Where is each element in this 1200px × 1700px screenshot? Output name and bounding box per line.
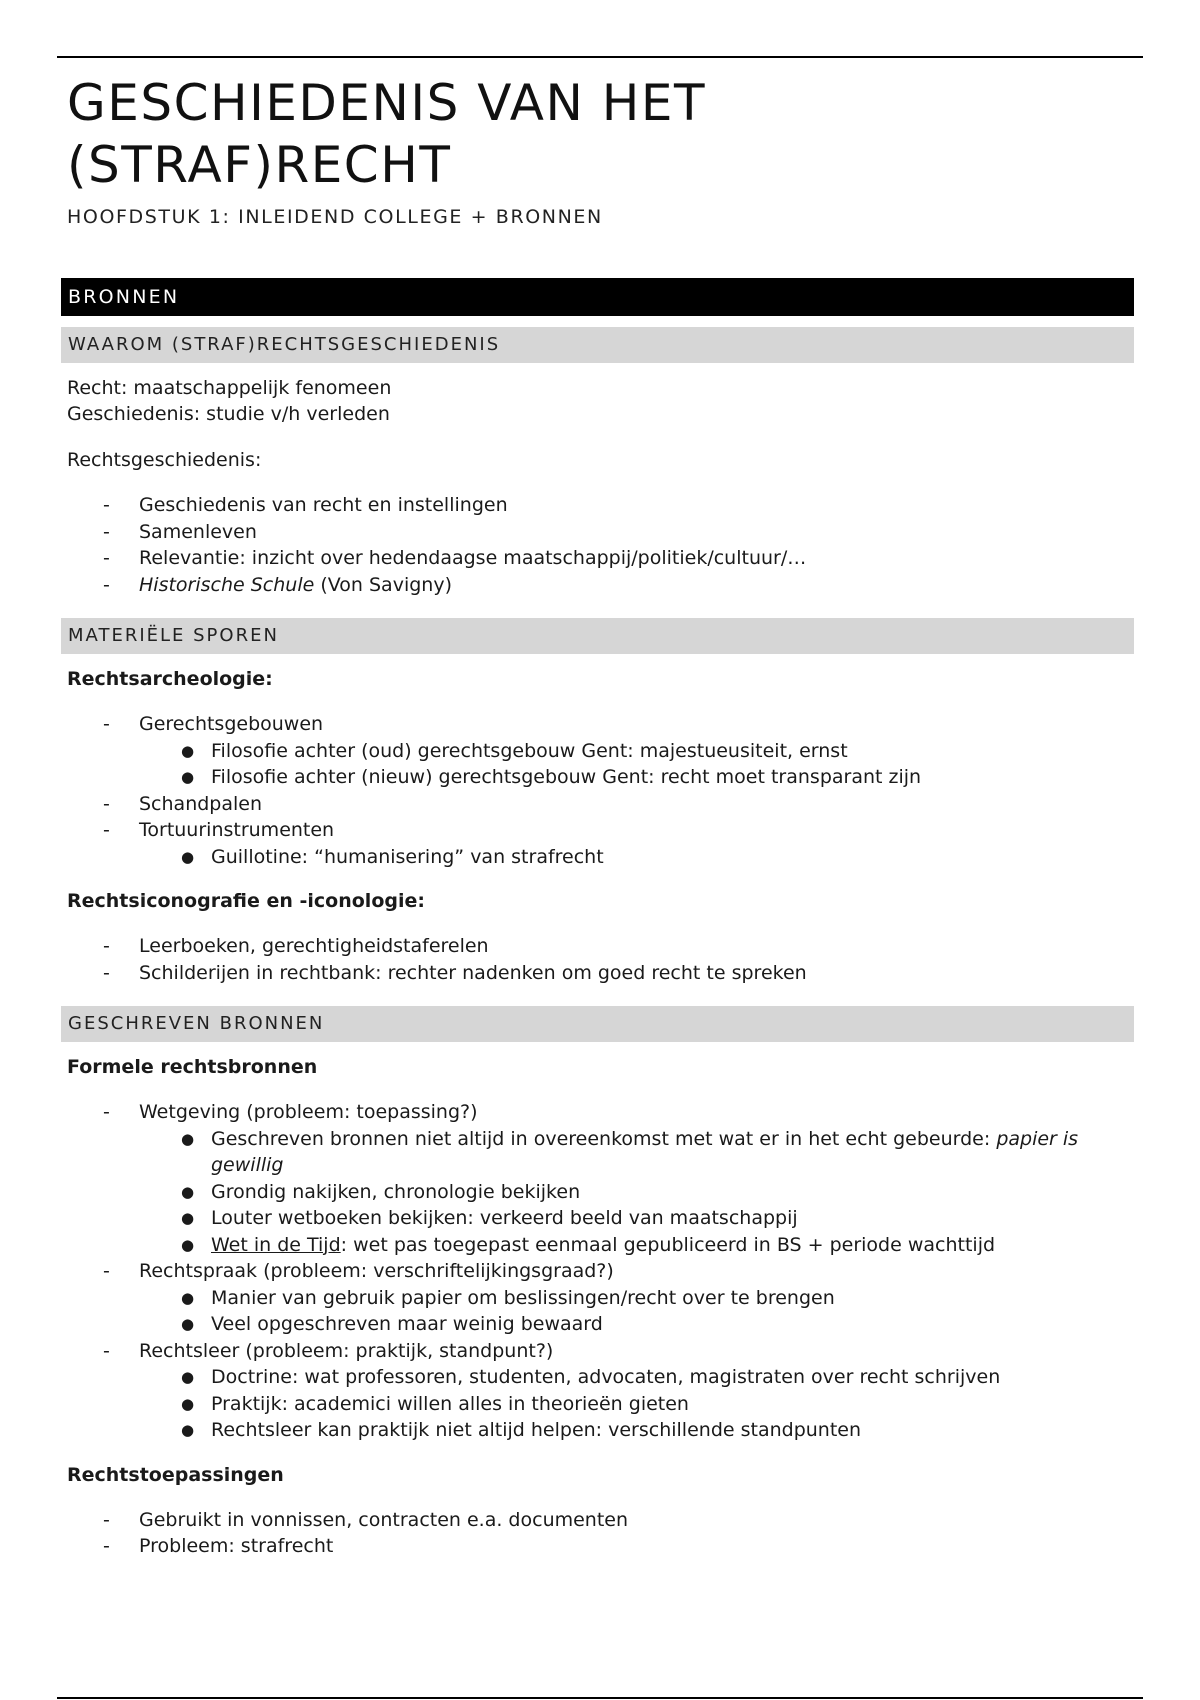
list-item: ● Veel opgeschreven maar weinig bewaard — [181, 1313, 603, 1335]
list-item: ● Manier van gebruik papier om beslissingen/recht over te brengen — [181, 1286, 835, 1309]
list-item: - Schilderijen in rechtbank: rechter nadenken om goed recht te spreken — [103, 961, 807, 984]
list-rechtsarcheologie — [67, 711, 1133, 870]
subheading-materiele-sporen: MATERIËLE SPOREN — [61, 618, 1134, 654]
list-item: - Wetgeving (probleem: toepassing?) ● Geschreven bronnen niet altijd in overeenkomst met wat er in het echt gebeurde: papier is gewillig ● Grondig nakijken, chronologie bekijken ● Louter wetboeken bekijken: verkeerd beeld van maatschappij ● Wet in de Tijd: wet pas toegepast eenmaal gepubliceerd in BS + periode wachttijd — [67, 1099, 1133, 1258]
list-item: - Relevantie: inzicht over hedendaagse maatschappij/politiek/cultuur/… — [103, 547, 807, 569]
sublist-rechtspraak — [139, 1285, 1133, 1338]
list-item: - Gebruikt in vonnissen, contracten e.a. documenten — [103, 1508, 629, 1531]
label-formele-rechtsbronnen: Formele rechtsbronnen — [67, 1056, 318, 1078]
list-item: - Samenleven — [103, 520, 257, 543]
document-subtitle: HOOFDSTUK 1: INLEIDEND COLLEGE + BRONNEN — [67, 206, 603, 228]
top-rule — [57, 56, 1143, 58]
label-rechtsarcheologie: Rechtsarcheologie: — [67, 668, 273, 690]
sublist-tortuur — [139, 844, 1133, 871]
list-item: ● Filosofie achter (nieuw) gerechtsgebouw Gent: recht moet transparant zijn — [181, 766, 922, 788]
list-item: - Historische Schule (Von Savigny) — [103, 573, 452, 596]
list-formele-rechtsbronnen — [67, 1099, 1133, 1444]
list-item: - Leerboeken, gerechtigheidstaferelen — [103, 935, 489, 957]
sublist-rechtsleer — [139, 1364, 1133, 1444]
list-rechtsgeschiedenis — [67, 492, 1133, 598]
list-item: ● Doctrine: wat professoren, studenten, advocaten, magistraten over recht schrijven — [181, 1366, 1001, 1388]
document-title: GESCHIEDENIS VAN HET (STRAF)RECHT — [67, 74, 707, 194]
list-rechtsiconografie — [67, 933, 1133, 986]
bottom-rule — [57, 1697, 1143, 1699]
section-heading-bronnen: BRONNEN — [61, 278, 1134, 316]
paragraph-geschiedenis: Geschiedenis: studie v/h verleden — [67, 403, 390, 425]
list-item: ● Grondig nakijken, chronologie bekijken — [181, 1180, 581, 1203]
list-item: ● Filosofie achter (oud) gerechtsgebouw Gent: majestueusiteit, ernst — [181, 739, 848, 762]
list-item: ● Geschreven bronnen niet altijd in overeenkomst met wat er in het echt gebeurde: papier is gewillig — [181, 1127, 1079, 1176]
list-item: ● Guillotine: “humanisering” van strafrecht — [181, 845, 604, 868]
list-item: - Probleem: strafrecht — [103, 1535, 334, 1557]
document-body — [67, 72, 1133, 1560]
list-item: - Gerechtsgebouwen ● Filosofie achter (oud) gerechtsgebouw Gent: majestueusiteit, ernst ● Filosofie achter (nieuw) gerechtsgebouw Gent: recht moet transparant zijn — [67, 711, 1133, 791]
label-rechtstoepassingen: Rechtstoepassingen — [67, 1463, 284, 1486]
paragraph-rechtsgeschiedenis: Rechtsgeschiedenis: — [67, 449, 262, 471]
list-item: ● Louter wetboeken bekijken: verkeerd beeld van maatschappij — [181, 1207, 798, 1229]
sublist-wetgeving — [139, 1126, 1133, 1259]
list-item: - Rechtspraak (probleem: verschriftelijkingsgraad?) ● Manier van gebruik papier om beslissingen/recht over te brengen ● Veel opgeschreven maar weinig bewaard — [67, 1258, 1133, 1338]
list-item: - Schandpalen — [103, 792, 263, 815]
list-item: ● Praktijk: academici willen alles in theorieën gieten — [181, 1392, 689, 1415]
label-rechtsiconografie: Rechtsiconografie en -iconologie: — [67, 890, 425, 912]
sublist-gerechtsgebouwen — [139, 738, 1133, 791]
list-item: ● Rechtsleer kan praktijk niet altijd helpen: verschillende standpunten — [181, 1419, 862, 1441]
list-item: - Tortuurinstrumenten ● Guillotine: “humanisering” van strafrecht — [67, 817, 1133, 870]
subheading-geschreven-bronnen: GESCHREVEN BRONNEN — [61, 1006, 1134, 1042]
list-item: - Geschiedenis van recht en instellingen — [103, 494, 508, 516]
list-item: ● Wet in de Tijd: wet pas toegepast eenmaal gepubliceerd in BS + periode wachttijd — [181, 1233, 996, 1256]
paragraph-recht: Recht: maatschappelijk fenomeen — [67, 377, 392, 399]
subheading-waarom: WAAROM (STRAF)RECHTSGESCHIEDENIS — [61, 327, 1134, 363]
list-item: - Rechtsleer (probleem: praktijk, standpunt?) ● Doctrine: wat professoren, studenten, advocaten, magistraten over recht schrijven ● Praktijk: academici willen alles in theorieën gieten ● Rechtsleer kan praktijk niet altijd helpen: verschillende standpunten — [67, 1338, 1133, 1444]
list-rechtstoepassingen — [67, 1507, 1133, 1560]
